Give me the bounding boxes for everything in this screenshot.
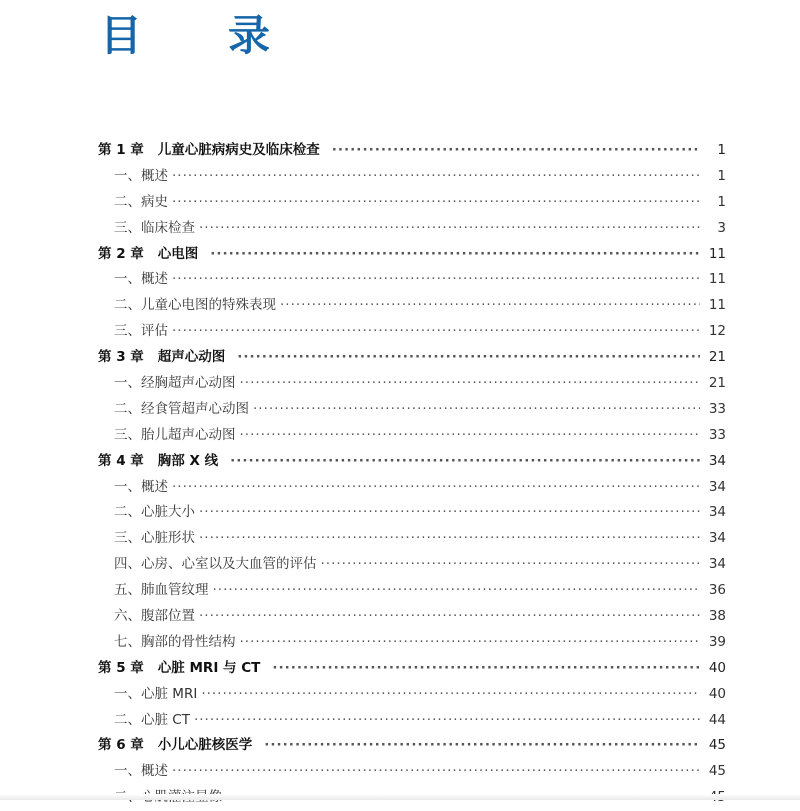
dot-leader <box>332 138 700 164</box>
section-title: 三、心脏形状 <box>114 530 195 547</box>
toc-section-row[interactable] <box>98 267 726 293</box>
section-title: 四、心房、心室以及大血管的评估 <box>114 556 317 573</box>
toc-section-row[interactable] <box>98 552 726 578</box>
page-number: 40 <box>708 659 726 676</box>
section-title: 一、概述 <box>114 271 168 288</box>
chapter-title <box>98 345 225 371</box>
page-number: 33 <box>708 426 726 443</box>
dot-leader <box>172 190 700 216</box>
page-number: 40 <box>708 685 726 702</box>
page-number: 1 <box>717 193 726 210</box>
dot-leader <box>240 630 701 656</box>
toc-section-row[interactable] <box>98 371 726 397</box>
page-number: 11 <box>708 297 726 314</box>
page-number: 34 <box>708 556 726 573</box>
section-title: 五、肺血管纹理 <box>114 582 209 599</box>
toc-section-row[interactable] <box>98 319 726 345</box>
page-number: 34 <box>708 530 726 547</box>
toc-section-row[interactable] <box>98 604 726 630</box>
page-number: 34 <box>708 452 726 469</box>
dot-leader <box>253 397 700 423</box>
dot-leader <box>172 475 700 501</box>
page-number: 38 <box>708 608 726 625</box>
page-number: 34 <box>708 504 726 521</box>
chapter-number: 第 5 章 <box>98 659 144 676</box>
section-title: 二、病史 <box>114 193 168 210</box>
chapter-title <box>98 138 320 164</box>
dot-leader <box>240 371 701 397</box>
dot-leader <box>199 216 700 242</box>
page-number: 12 <box>708 323 726 340</box>
dot-leader <box>199 526 700 552</box>
toc-section-row[interactable] <box>98 682 726 708</box>
toc-section-row[interactable] <box>98 190 726 216</box>
toc-section-row[interactable] <box>98 397 726 423</box>
section-title: 七、胸部的骨性结构 <box>114 633 236 650</box>
toc-section-row[interactable] <box>98 216 726 242</box>
toc-chapter-row[interactable] <box>98 242 726 268</box>
page-title: 目 录 <box>100 11 293 60</box>
page-number: 3 <box>717 219 726 236</box>
section-title: 一、心脏 MRI <box>114 685 198 702</box>
toc-chapter-row[interactable] <box>98 345 726 371</box>
page-number: 39 <box>708 633 726 650</box>
chapter-number: 第 3 章 <box>98 349 144 366</box>
section-title: 三、评估 <box>114 323 168 340</box>
chapter-label: 胸部 X 线 <box>157 452 219 469</box>
dot-leader <box>199 500 700 526</box>
dot-leader <box>272 656 700 682</box>
page-number: 1 <box>717 167 726 184</box>
chapter-number: 第 6 章 <box>98 737 144 754</box>
dot-leader <box>213 578 701 604</box>
dot-leader <box>172 267 700 293</box>
chapter-title <box>98 656 260 682</box>
section-title: 一、概述 <box>114 167 168 184</box>
chapter-label: 心脏 MRI 与 CT <box>157 659 261 676</box>
page-bottom-edge <box>0 794 800 800</box>
chapter-label: 超声心动图 <box>157 349 226 366</box>
section-title: 六、腹部位置 <box>114 608 195 625</box>
dot-leader <box>237 345 700 371</box>
toc-section-row[interactable] <box>98 164 726 190</box>
chapter-title <box>98 449 218 475</box>
toc-section-row[interactable] <box>98 526 726 552</box>
page-number: 45 <box>708 737 726 754</box>
section-title: 一、概述 <box>114 478 168 495</box>
toc-section-row[interactable] <box>98 578 726 604</box>
page-number: 11 <box>708 271 726 288</box>
chapter-title <box>98 242 198 268</box>
dot-leader <box>230 449 700 475</box>
toc-section-row[interactable] <box>98 423 726 449</box>
section-title: 二、心脏 CT <box>114 711 190 728</box>
chapter-label: 儿童心脏病病史及临床检查 <box>157 142 320 158</box>
section-title: 三、胎儿超声心动图 <box>114 426 236 443</box>
chapter-label: 心电图 <box>157 245 199 262</box>
dot-leader <box>321 552 701 578</box>
dot-leader <box>172 319 700 345</box>
page-number: 11 <box>708 245 726 262</box>
dot-leader <box>194 708 700 734</box>
section-title: 二、心脏大小 <box>114 504 195 521</box>
section-title: 三、临床检查 <box>114 219 195 236</box>
chapter-label: 小儿心脏核医学 <box>157 737 253 754</box>
chapter-title <box>98 733 252 759</box>
page-number: 45 <box>708 763 726 780</box>
page-number: 44 <box>708 711 726 728</box>
page-number: 33 <box>708 400 726 417</box>
toc-chapter-row[interactable] <box>98 449 726 475</box>
chapter-number: 第 4 章 <box>98 452 144 469</box>
toc-section-row[interactable] <box>98 500 726 526</box>
page-number: 21 <box>708 349 726 366</box>
section-title: 一、经胸超声心动图 <box>114 375 236 392</box>
table-of-contents <box>98 138 726 811</box>
toc-section-row[interactable] <box>98 475 726 501</box>
page-number: 34 <box>708 478 726 495</box>
page-number: 36 <box>708 582 726 599</box>
toc-section-row[interactable] <box>98 293 726 319</box>
chapter-number: 第 2 章 <box>98 245 144 262</box>
dot-leader <box>240 423 701 449</box>
dot-leader <box>280 293 700 319</box>
toc-chapter-row[interactable] <box>98 138 726 164</box>
toc-section-row[interactable] <box>98 708 726 734</box>
toc-section-row[interactable] <box>98 630 726 656</box>
dot-leader <box>201 682 700 708</box>
section-title: 二、儿童心电图的特殊表现 <box>114 297 276 314</box>
toc-chapter-row[interactable] <box>98 733 726 759</box>
dot-leader <box>172 164 700 190</box>
dot-leader <box>210 242 700 268</box>
dot-leader <box>264 733 700 759</box>
dot-leader <box>172 759 700 785</box>
chapter-number: 第 1 章 <box>98 142 144 158</box>
toc-section-row[interactable] <box>98 759 726 785</box>
toc-chapter-row[interactable] <box>98 656 726 682</box>
dot-leader <box>199 604 700 630</box>
page-number: 1 <box>717 142 726 158</box>
section-title: 二、经食管超声心动图 <box>114 400 249 417</box>
page-number: 21 <box>708 375 726 392</box>
section-title: 一、概述 <box>114 763 168 780</box>
